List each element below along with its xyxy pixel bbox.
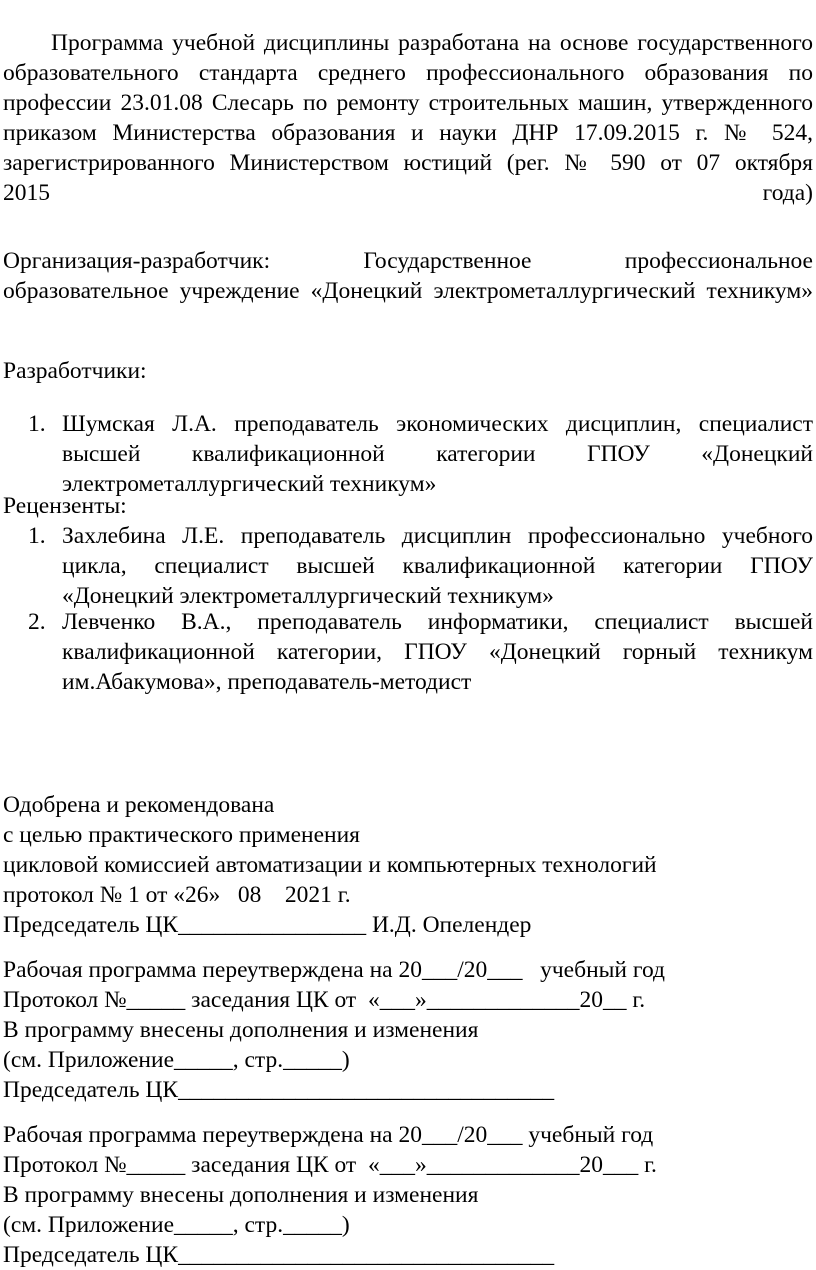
reapproval-block-2 [3, 1120, 657, 1270]
reapproval-line: Рабочая программа переутверждена на 20___/20___ учебный год [3, 957, 665, 983]
reapproval-line: Председатель ЦК________________________________ [3, 1242, 555, 1268]
reviewer-item [28, 607, 813, 697]
reapproval-line: В программу внесены дополнения и изменения [3, 1017, 479, 1043]
organization-line: образовательное учреждение «Донецкий электрометаллургический техникум» [3, 278, 813, 304]
reapproval-line: (см. Приложение_____, стр._____) [3, 1047, 350, 1073]
reviewer-item [28, 521, 813, 611]
intro-line: профессии 23.01.08 Слесарь по ремонту строительных машин, утвержденного [3, 90, 813, 116]
reviewer-line: квалификационной категории, ГПОУ «Донецкий горный техникум [62, 639, 813, 665]
intro-line: Программа учебной дисциплины разработана на основе государственного [51, 30, 813, 56]
reapproval-line: Рабочая программа переутверждена на 20___/20___ учебный год [3, 1122, 654, 1148]
reviewer-line: Захлебина Л.Е. преподаватель дисциплин профессионально учебного [62, 523, 813, 549]
reapproval-line: (см. Приложение_____, стр._____) [3, 1212, 350, 1238]
reapproval-line: Протокол №_____ заседания ЦК от «___»_____________20___ г. [3, 1152, 657, 1178]
approval-block [3, 790, 657, 940]
intro-paragraph [3, 28, 813, 208]
reviewers-heading: Рецензенты: [3, 493, 127, 519]
intro-line: 2015 года) [3, 180, 813, 206]
reviewer-line: «Донецкий электрометаллургический техникум» [62, 583, 554, 609]
organization-paragraph [3, 246, 813, 306]
developer-line: высшей квалификационной категории ГПОУ «Донецкий [62, 441, 813, 467]
list-number: 1. [28, 523, 46, 549]
intro-line: зарегистрированного Министерством юстиций (рег. № 590 от 07 октября [3, 150, 813, 176]
approval-line: с целью практического применения [3, 822, 360, 848]
developers-heading: Разработчики: [3, 358, 147, 384]
reviewer-line: цикла, специалист высшей квалификационной категории ГПОУ [62, 553, 813, 579]
reapproval-line: Протокол №_____ заседания ЦК от «___»_____________20__ г. [3, 987, 646, 1013]
organization-line: Организация-разработчик: Государственное профессиональное [3, 248, 813, 274]
approval-line: Председатель ЦК________________ И.Д. Опелендер [3, 912, 532, 938]
list-number: 2. [28, 609, 46, 635]
reapproval-line: В программу внесены дополнения и изменения [3, 1182, 479, 1208]
reviewer-line: Левченко В.А., преподаватель информатики, специалист высшей [62, 609, 813, 635]
developer-line: Шумская Л.А. преподаватель экономических дисциплин, специалист [62, 411, 813, 437]
intro-line: образовательного стандарта среднего профессионального образования по [3, 60, 813, 86]
intro-line: приказом Министерства образования и науки ДНР 17.09.2015 г. № 524, [3, 120, 813, 146]
approval-line: Одобрена и рекомендована [3, 792, 275, 818]
approval-line: протокол № 1 от «26» 08 2021 г. [3, 882, 351, 908]
approval-line: цикловой комиссией автоматизации и компьютерных технологий [3, 852, 657, 878]
developer-line: электрометаллургический техникум» [62, 471, 437, 497]
reapproval-line: Председатель ЦК________________________________ [3, 1077, 555, 1103]
list-number: 1. [28, 411, 46, 437]
reapproval-block-1 [3, 955, 665, 1105]
developer-item [28, 409, 813, 499]
reviewer-line: им.Абакумова», преподаватель-методист [62, 669, 472, 695]
